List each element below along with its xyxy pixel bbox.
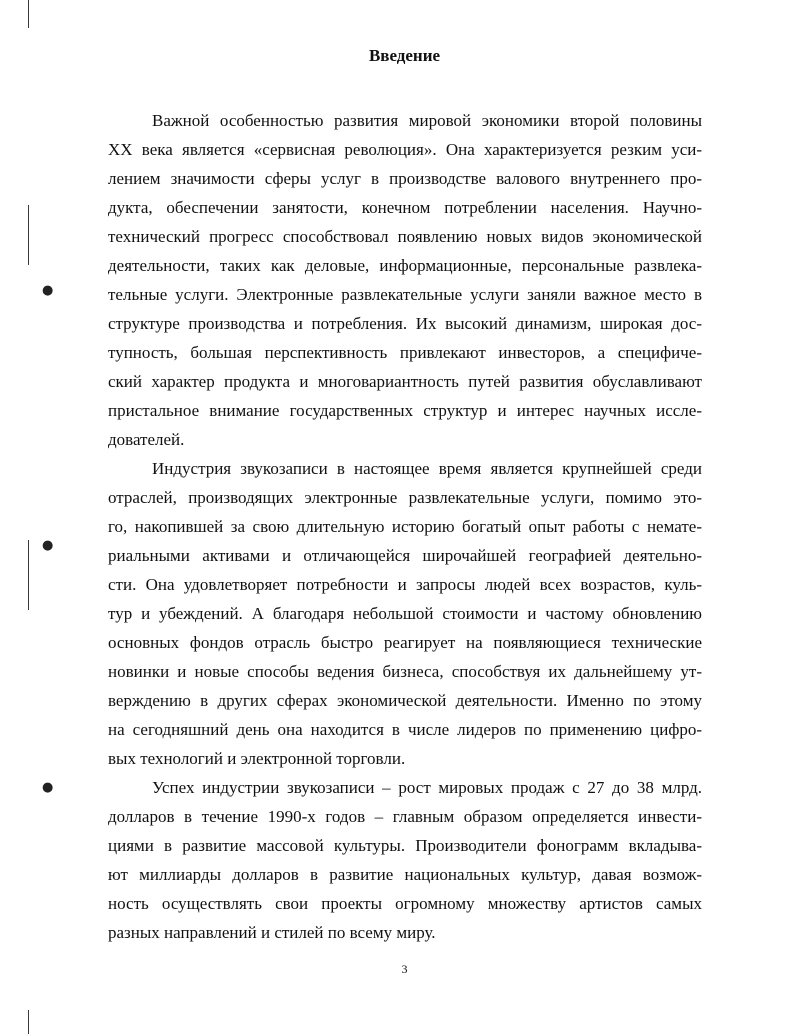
text-line: долларов в течение 1990-х годов – главным образом определяется инвести- — [108, 807, 702, 826]
text-line: циями в развитие массовой культуры. Производители фонограмм вкладыва- — [108, 836, 702, 855]
text-line: тур и убеждений. А благодаря небольшой стоимости и частому обновлению — [108, 604, 702, 623]
text-line: Важной особенностью развития мировой экономики второй половины — [152, 111, 702, 130]
text-line: новинки и новые способы ведения бизнеса, способствуя их дальнейшему ут- — [108, 662, 702, 681]
text-line: XX века является «сервисная революция». Она характеризуется резким уси- — [108, 140, 702, 159]
page-number: 3 — [401, 962, 408, 976]
binding-hole-mark: ● — [42, 283, 54, 298]
text-line: вых технологий и электронной торговли. — [108, 749, 406, 768]
body-text — [108, 106, 702, 947]
text-line: го, накопившей за свою длительную историю богатый опыт работы с немате- — [108, 517, 702, 536]
paragraph — [108, 106, 702, 454]
paragraph — [108, 773, 702, 947]
text-line: разных направлений и стилей по всему миру. — [108, 923, 436, 942]
text-line: отраслей, производящих электронные развлекательные услуги, помимо это- — [108, 488, 702, 507]
binding-hole-mark: ● — [42, 538, 54, 553]
text-line: дователей. — [108, 430, 185, 449]
scan-edge-line — [28, 540, 29, 610]
text-line: тельные услуги. Электронные развлекательные услуги заняли важное место в — [108, 285, 702, 304]
text-line: Успех индустрии звукозаписи – рост мировых продаж с 27 до 38 млрд. — [152, 778, 702, 797]
text-line: ский характер продукта и многовариантность путей развития обуславливают — [108, 372, 702, 391]
text-line: риальными активами и отличающейся широчайшей географией деятельно- — [108, 546, 702, 565]
text-line: сти. Она удовлетворяет потребности и запросы людей всех возрастов, куль- — [108, 575, 702, 594]
text-line: Индустрия звукозаписи в настоящее время является крупнейшей среди — [152, 459, 702, 478]
scan-edge-line — [28, 1010, 29, 1034]
text-line: деятельности, таких как деловые, информационные, персональные развлека- — [108, 256, 702, 275]
scan-edge-line — [28, 0, 29, 28]
text-line: ность осуществлять свои проекты огромному множеству артистов самых — [108, 894, 702, 913]
text-line: пристальное внимание государственных структур и интерес научных иссле- — [108, 401, 702, 420]
page-title: Введение — [368, 46, 441, 65]
scan-edge-line — [28, 205, 29, 265]
text-line: верждению в других сферах экономической деятельности. Именно по этому — [108, 691, 702, 710]
text-line: на сегодняшний день она находится в числе лидеров по применению цифро- — [108, 720, 702, 739]
text-line: технический прогресс способствовал появлению новых видов экономической — [108, 227, 702, 246]
text-line: структуре производства и потребления. Их высокий динамизм, широкая дос- — [108, 314, 702, 333]
text-line: лением значимости сферы услуг в производстве валового внутреннего про- — [108, 169, 702, 188]
text-line: дукта, обеспечении занятости, конечном потреблении населения. Научно- — [108, 198, 702, 217]
text-line: ют миллиарды долларов в развитие национальных культур, давая возмож- — [108, 865, 702, 884]
text-line: основных фондов отрасль быстро реагирует на появляющиеся технические — [108, 633, 702, 652]
paragraph — [108, 454, 702, 773]
binding-hole-mark: ● — [42, 780, 54, 795]
text-line: тупность, большая перспективность привлекают инвесторов, а специфиче- — [108, 343, 702, 362]
